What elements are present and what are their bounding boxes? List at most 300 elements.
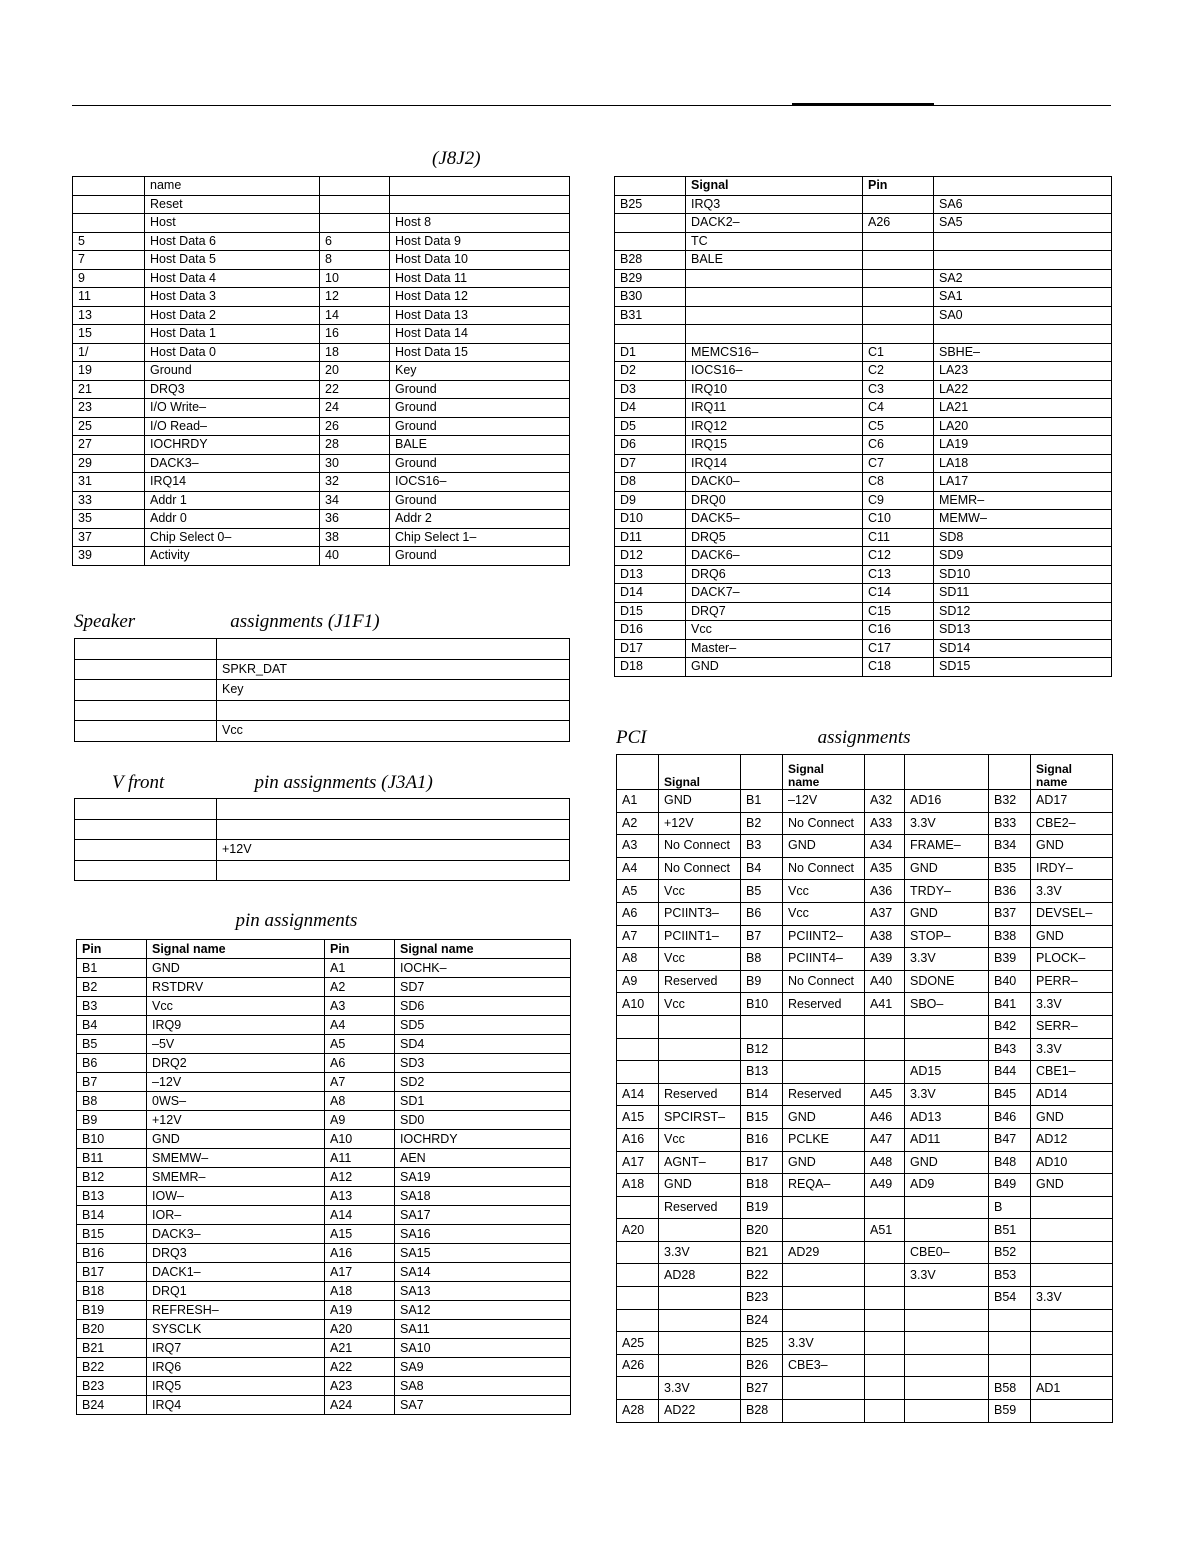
table-cell: GND xyxy=(783,835,865,858)
table-cell: A46 xyxy=(865,1106,905,1129)
table-cell: SPCIRST– xyxy=(659,1106,741,1129)
table-cell: A16 xyxy=(325,1244,395,1263)
table-cell: MEMCS16– xyxy=(686,343,863,362)
table-cell: AD12 xyxy=(1031,1128,1113,1151)
table-cell: B13 xyxy=(741,1061,783,1084)
table-cell: Key xyxy=(217,680,570,701)
table-cell: Host Data 10 xyxy=(390,251,570,270)
table-row xyxy=(615,269,1112,288)
table-cell: DACK5– xyxy=(686,510,863,529)
table-row xyxy=(617,812,1113,835)
table-cell: Vcc xyxy=(686,621,863,640)
table-cell xyxy=(617,1241,659,1264)
table-cell: FRAME– xyxy=(905,835,989,858)
table-cell: AEN xyxy=(395,1149,571,1168)
table-cell: Reserved xyxy=(659,970,741,993)
table-row xyxy=(617,1219,1113,1242)
table-cell: 35 xyxy=(73,510,145,529)
table-cell xyxy=(75,840,217,861)
table-cell: B17 xyxy=(741,1151,783,1174)
table-cell: B24 xyxy=(77,1396,147,1415)
table-cell xyxy=(865,1061,905,1084)
table-row xyxy=(77,1073,571,1092)
table-cell xyxy=(863,251,934,270)
table-cell: A5 xyxy=(617,880,659,903)
table-cell: A3 xyxy=(325,997,395,1016)
table-cell xyxy=(783,1309,865,1332)
table-cell: B48 xyxy=(989,1151,1031,1174)
table-cell: 38 xyxy=(320,528,390,547)
table-cell: +12V xyxy=(147,1111,325,1130)
table-cell: B10 xyxy=(741,993,783,1016)
table-cell: IRQ7 xyxy=(147,1339,325,1358)
table-cell: TC xyxy=(686,232,863,251)
table-cell xyxy=(617,1015,659,1038)
table-cell: Vcc xyxy=(783,902,865,925)
table-cell: 30 xyxy=(320,454,390,473)
table-cell: A26 xyxy=(617,1354,659,1377)
table-cell xyxy=(615,214,686,233)
table-cell: IRQ14 xyxy=(145,473,320,492)
table-cell: A41 xyxy=(865,993,905,1016)
table-cell xyxy=(617,1196,659,1219)
table-row xyxy=(75,680,570,701)
table-row xyxy=(615,195,1112,214)
table-cell: MEMW– xyxy=(934,510,1112,529)
table-cell: SA18 xyxy=(395,1187,571,1206)
table-cell xyxy=(686,325,863,344)
table-cell: GND xyxy=(659,790,741,813)
table-cell xyxy=(686,269,863,288)
table-cell: AD22 xyxy=(659,1400,741,1423)
table-cell: C16 xyxy=(863,621,934,640)
table-cell xyxy=(617,1287,659,1310)
table-cell: SD12 xyxy=(934,602,1112,621)
table-cell xyxy=(659,1061,741,1084)
table-cell xyxy=(865,1241,905,1264)
table-cell: A10 xyxy=(617,993,659,1016)
table-row xyxy=(617,1400,1113,1423)
table-cell: 34 xyxy=(320,491,390,510)
table-cell: SA11 xyxy=(395,1320,571,1339)
table-cell: SMEMW– xyxy=(147,1149,325,1168)
table-cell: IOW– xyxy=(147,1187,325,1206)
table-cell: SD6 xyxy=(395,997,571,1016)
table-cell xyxy=(989,1354,1031,1377)
table-cell xyxy=(905,1015,989,1038)
table-cell: DRQ2 xyxy=(147,1054,325,1073)
table-cell: B2 xyxy=(741,812,783,835)
table-cell: B14 xyxy=(741,1083,783,1106)
table-cell: B22 xyxy=(77,1358,147,1377)
table-cell: A17 xyxy=(325,1263,395,1282)
table-cell: AD17 xyxy=(1031,790,1113,813)
table-cell: DACK6– xyxy=(686,547,863,566)
table-cell: 40 xyxy=(320,547,390,566)
table-cell: CBE1– xyxy=(1031,1061,1113,1084)
table-cell: Pin xyxy=(863,177,934,196)
table-cell: Reserved xyxy=(783,1083,865,1106)
table-cell: C4 xyxy=(863,399,934,418)
table-cell: IRQ14 xyxy=(686,454,863,473)
table-cell: A7 xyxy=(325,1073,395,1092)
table-cell: PCLKE xyxy=(783,1128,865,1151)
table-cell: Pin xyxy=(325,940,395,959)
table-cell: A8 xyxy=(617,948,659,971)
table-cell: A40 xyxy=(865,970,905,993)
table-row xyxy=(77,1187,571,1206)
table-cell: A1 xyxy=(325,959,395,978)
table-cell: B xyxy=(989,1196,1031,1219)
table-cell: Signal name xyxy=(147,940,325,959)
table-cell xyxy=(865,1400,905,1423)
table-cell xyxy=(863,195,934,214)
table-cell: B32 xyxy=(989,790,1031,813)
table-cell xyxy=(865,1196,905,1219)
table-cell: IRQ11 xyxy=(686,399,863,418)
table-cell xyxy=(905,1309,989,1332)
table-row xyxy=(617,1174,1113,1197)
table-row xyxy=(617,1061,1113,1084)
table-cell: D1 xyxy=(615,343,686,362)
table-cell: DRQ6 xyxy=(686,565,863,584)
table-cell: 23 xyxy=(73,399,145,418)
table-cell: 3.3V xyxy=(1031,1287,1113,1310)
table-cell: GND xyxy=(783,1151,865,1174)
table-cell xyxy=(783,1061,865,1084)
table-row xyxy=(75,819,570,840)
table-cell xyxy=(659,1038,741,1061)
table-cell xyxy=(617,1038,659,1061)
top-rule-accent xyxy=(792,103,934,106)
table-cell: SD5 xyxy=(395,1016,571,1035)
table-cell: –12V xyxy=(783,790,865,813)
table-cell: 33 xyxy=(73,491,145,510)
table-cell: B46 xyxy=(989,1106,1031,1129)
table-cell: B31 xyxy=(615,306,686,325)
table-cell: SD2 xyxy=(395,1073,571,1092)
table-cell: 3.3V xyxy=(659,1377,741,1400)
table-cell xyxy=(320,177,390,196)
table-cell: A3 xyxy=(617,835,659,858)
table-cell: MEMR– xyxy=(934,491,1112,510)
table-row xyxy=(77,997,571,1016)
table-cell xyxy=(905,1354,989,1377)
table-cell: SYSCLK xyxy=(147,1320,325,1339)
table-cell: RSTDRV xyxy=(147,978,325,997)
table-row xyxy=(77,1358,571,1377)
table-cell: B23 xyxy=(741,1287,783,1310)
table-cell: Vcc xyxy=(659,948,741,971)
table-row xyxy=(615,399,1112,418)
table-cell: GND xyxy=(1031,835,1113,858)
table-cell xyxy=(1031,1354,1113,1377)
table-cell: +12V xyxy=(659,812,741,835)
table-cell: IOCS16– xyxy=(686,362,863,381)
table-cell: 5 xyxy=(73,232,145,251)
table-row xyxy=(73,417,570,436)
table-cell xyxy=(75,799,217,820)
table-cell xyxy=(783,1219,865,1242)
table-cell: A16 xyxy=(617,1128,659,1151)
table-cell: –12V xyxy=(147,1073,325,1092)
table-cell: PCIINT1– xyxy=(659,925,741,948)
table-cell xyxy=(217,799,570,820)
table-cell: GND xyxy=(659,1174,741,1197)
table-row xyxy=(615,177,1112,196)
table-cell: D2 xyxy=(615,362,686,381)
table-cell xyxy=(865,1309,905,1332)
table-cell: AD10 xyxy=(1031,1151,1113,1174)
table-cell: LA18 xyxy=(934,454,1112,473)
top-rule xyxy=(72,105,1111,106)
table-cell: DACK1– xyxy=(147,1263,325,1282)
table-cell xyxy=(75,680,217,701)
table-row xyxy=(77,1149,571,1168)
table-row xyxy=(75,659,570,680)
table-cell xyxy=(865,1287,905,1310)
table-cell: DACK7– xyxy=(686,584,863,603)
table-cell: Key xyxy=(390,362,570,381)
table-cell: Host Data 4 xyxy=(145,269,320,288)
table-cell: A14 xyxy=(325,1206,395,1225)
table-cell: C2 xyxy=(863,362,934,381)
table-cell: D5 xyxy=(615,417,686,436)
table-row xyxy=(617,1241,1113,1264)
table-cell: A18 xyxy=(617,1174,659,1197)
table-cell: 16 xyxy=(320,325,390,344)
table-cell: Vcc xyxy=(659,993,741,1016)
table-row xyxy=(77,959,571,978)
table-cell: A4 xyxy=(617,857,659,880)
table-cell: 27 xyxy=(73,436,145,455)
table-cell: A47 xyxy=(865,1128,905,1151)
table-row xyxy=(77,1130,571,1149)
table-cell: 3.3V xyxy=(783,1332,865,1355)
table-cell: B5 xyxy=(77,1035,147,1054)
table-cell: B24 xyxy=(741,1309,783,1332)
table-row xyxy=(73,454,570,473)
table-cell xyxy=(320,195,390,214)
table-cell: Master– xyxy=(686,639,863,658)
table-cell: 3.3V xyxy=(905,1264,989,1287)
table-cell xyxy=(75,819,217,840)
table-cell: PCIINT2– xyxy=(783,925,865,948)
table-cell: B9 xyxy=(77,1111,147,1130)
table-cell: Host Data 0 xyxy=(145,343,320,362)
table-cell: AD15 xyxy=(905,1061,989,1084)
table-cell xyxy=(1031,1219,1113,1242)
table-cell: A25 xyxy=(617,1332,659,1355)
table-row xyxy=(617,880,1113,903)
table-cell: STOP– xyxy=(905,925,989,948)
table-cell: Host Data 3 xyxy=(145,288,320,307)
table-row xyxy=(77,1206,571,1225)
table-cell xyxy=(863,288,934,307)
table-cell: A38 xyxy=(865,925,905,948)
table-cell: B21 xyxy=(77,1339,147,1358)
table-cell: B5 xyxy=(741,880,783,903)
table-cell: LA23 xyxy=(934,362,1112,381)
table-cell: PERR– xyxy=(1031,970,1113,993)
table-cell: 36 xyxy=(320,510,390,529)
table-cell: A9 xyxy=(325,1111,395,1130)
table-cell: 19 xyxy=(73,362,145,381)
table-cell: B20 xyxy=(741,1219,783,1242)
table-row xyxy=(617,1038,1113,1061)
table-cell: SA2 xyxy=(934,269,1112,288)
table-cell xyxy=(617,1309,659,1332)
table-cell xyxy=(905,1400,989,1423)
table-cell: Vcc xyxy=(783,880,865,903)
table-cell: Addr 0 xyxy=(145,510,320,529)
table-cell: B54 xyxy=(989,1287,1031,1310)
table-cell: D8 xyxy=(615,473,686,492)
table-cell xyxy=(934,177,1112,196)
table-cell xyxy=(783,1287,865,1310)
table-row xyxy=(615,621,1112,640)
table-cell xyxy=(75,639,217,660)
table-cell: A6 xyxy=(325,1054,395,1073)
table-row xyxy=(75,721,570,742)
table-cell: B37 xyxy=(989,902,1031,925)
table-cell: SD10 xyxy=(934,565,1112,584)
table-cell: Host Data 1 xyxy=(145,325,320,344)
table-cell: A48 xyxy=(865,1151,905,1174)
table-cell: A2 xyxy=(325,978,395,997)
table-cell: A14 xyxy=(617,1083,659,1106)
table-cell: B7 xyxy=(77,1073,147,1092)
table-cell: B6 xyxy=(741,902,783,925)
table-row xyxy=(615,602,1112,621)
table-cell: 12 xyxy=(320,288,390,307)
fan-connector-pin-table xyxy=(74,798,570,881)
table-cell: B4 xyxy=(77,1016,147,1035)
table-cell: LA20 xyxy=(934,417,1112,436)
table-cell: SA16 xyxy=(395,1225,571,1244)
table-cell: A9 xyxy=(617,970,659,993)
table-cell: 28 xyxy=(320,436,390,455)
table-cell: GND xyxy=(1031,1106,1113,1129)
table-cell: AGNT– xyxy=(659,1151,741,1174)
table-cell: 3.3V xyxy=(1031,1038,1113,1061)
table-cell: Host Data 2 xyxy=(145,306,320,325)
table-cell xyxy=(783,1264,865,1287)
table-cell: Addr 1 xyxy=(145,491,320,510)
table-cell xyxy=(905,1287,989,1310)
table-cell: A22 xyxy=(325,1358,395,1377)
table-cell: 25 xyxy=(73,417,145,436)
table-cell: A21 xyxy=(325,1339,395,1358)
table-cell: SMEMR– xyxy=(147,1168,325,1187)
table-cell xyxy=(783,1038,865,1061)
table-cell: B21 xyxy=(741,1241,783,1264)
table-cell: B15 xyxy=(741,1106,783,1129)
table-cell: Signal name xyxy=(1031,755,1113,790)
table-row xyxy=(77,1396,571,1415)
table-row xyxy=(77,1263,571,1282)
table-row xyxy=(615,510,1112,529)
table-cell: GND xyxy=(1031,925,1113,948)
table-cell: SPKR_DAT xyxy=(217,659,570,680)
table-row xyxy=(77,1111,571,1130)
table-cell: SA15 xyxy=(395,1244,571,1263)
table-cell: D11 xyxy=(615,528,686,547)
table-cell: Host Data 11 xyxy=(390,269,570,288)
table-row xyxy=(77,1168,571,1187)
table-cell: SA9 xyxy=(395,1358,571,1377)
table-cell: B12 xyxy=(77,1168,147,1187)
table-cell: TRDY– xyxy=(905,880,989,903)
table-row xyxy=(73,528,570,547)
table-cell: 0WS– xyxy=(147,1092,325,1111)
table-cell: B20 xyxy=(77,1320,147,1339)
table-cell: B27 xyxy=(741,1377,783,1400)
table-cell: A7 xyxy=(617,925,659,948)
table-cell xyxy=(659,1287,741,1310)
table-cell: PCIINT3– xyxy=(659,902,741,925)
table-cell: D18 xyxy=(615,658,686,677)
table-cell xyxy=(75,721,217,742)
table-row xyxy=(73,232,570,251)
table-cell: AD16 xyxy=(905,790,989,813)
table-cell: Addr 2 xyxy=(390,510,570,529)
table-row xyxy=(617,1264,1113,1287)
table-cell xyxy=(783,1196,865,1219)
table-row xyxy=(617,1332,1113,1355)
table-cell: A20 xyxy=(325,1320,395,1339)
table-cell xyxy=(905,1332,989,1355)
table-cell: No Connect xyxy=(783,812,865,835)
table-cell: 6 xyxy=(320,232,390,251)
table-cell xyxy=(659,1219,741,1242)
table-row xyxy=(617,993,1113,1016)
table-cell xyxy=(865,1264,905,1287)
table-row xyxy=(615,547,1112,566)
table-row xyxy=(615,380,1112,399)
table-cell: B14 xyxy=(77,1206,147,1225)
table-row xyxy=(73,177,570,196)
table-cell: SD8 xyxy=(934,528,1112,547)
table-cell: No Connect xyxy=(783,970,865,993)
table-cell: SA1 xyxy=(934,288,1112,307)
table-row xyxy=(75,860,570,881)
isa-connector-pin-table-continued xyxy=(614,176,1112,677)
table-cell xyxy=(615,177,686,196)
table-row xyxy=(73,510,570,529)
table-cell: IRQ3 xyxy=(686,195,863,214)
table-row xyxy=(617,755,1113,790)
table-cell: C7 xyxy=(863,454,934,473)
table-cell: AD13 xyxy=(905,1106,989,1129)
table-cell: D15 xyxy=(615,602,686,621)
table-cell: Host Data 9 xyxy=(390,232,570,251)
table-cell: Ground xyxy=(390,380,570,399)
table-row xyxy=(77,1282,571,1301)
table-cell: IRQ10 xyxy=(686,380,863,399)
table-cell: SA12 xyxy=(395,1301,571,1320)
table-cell: Activity xyxy=(145,547,320,566)
table-cell: B8 xyxy=(77,1092,147,1111)
table-cell: LA22 xyxy=(934,380,1112,399)
table-cell xyxy=(1031,1241,1113,1264)
table-cell: DRQ5 xyxy=(686,528,863,547)
table-row xyxy=(77,940,571,959)
table-cell: B18 xyxy=(741,1174,783,1197)
table-cell: B34 xyxy=(989,835,1031,858)
speaker-connector-pin-table xyxy=(74,638,570,742)
table-cell: B25 xyxy=(741,1332,783,1355)
